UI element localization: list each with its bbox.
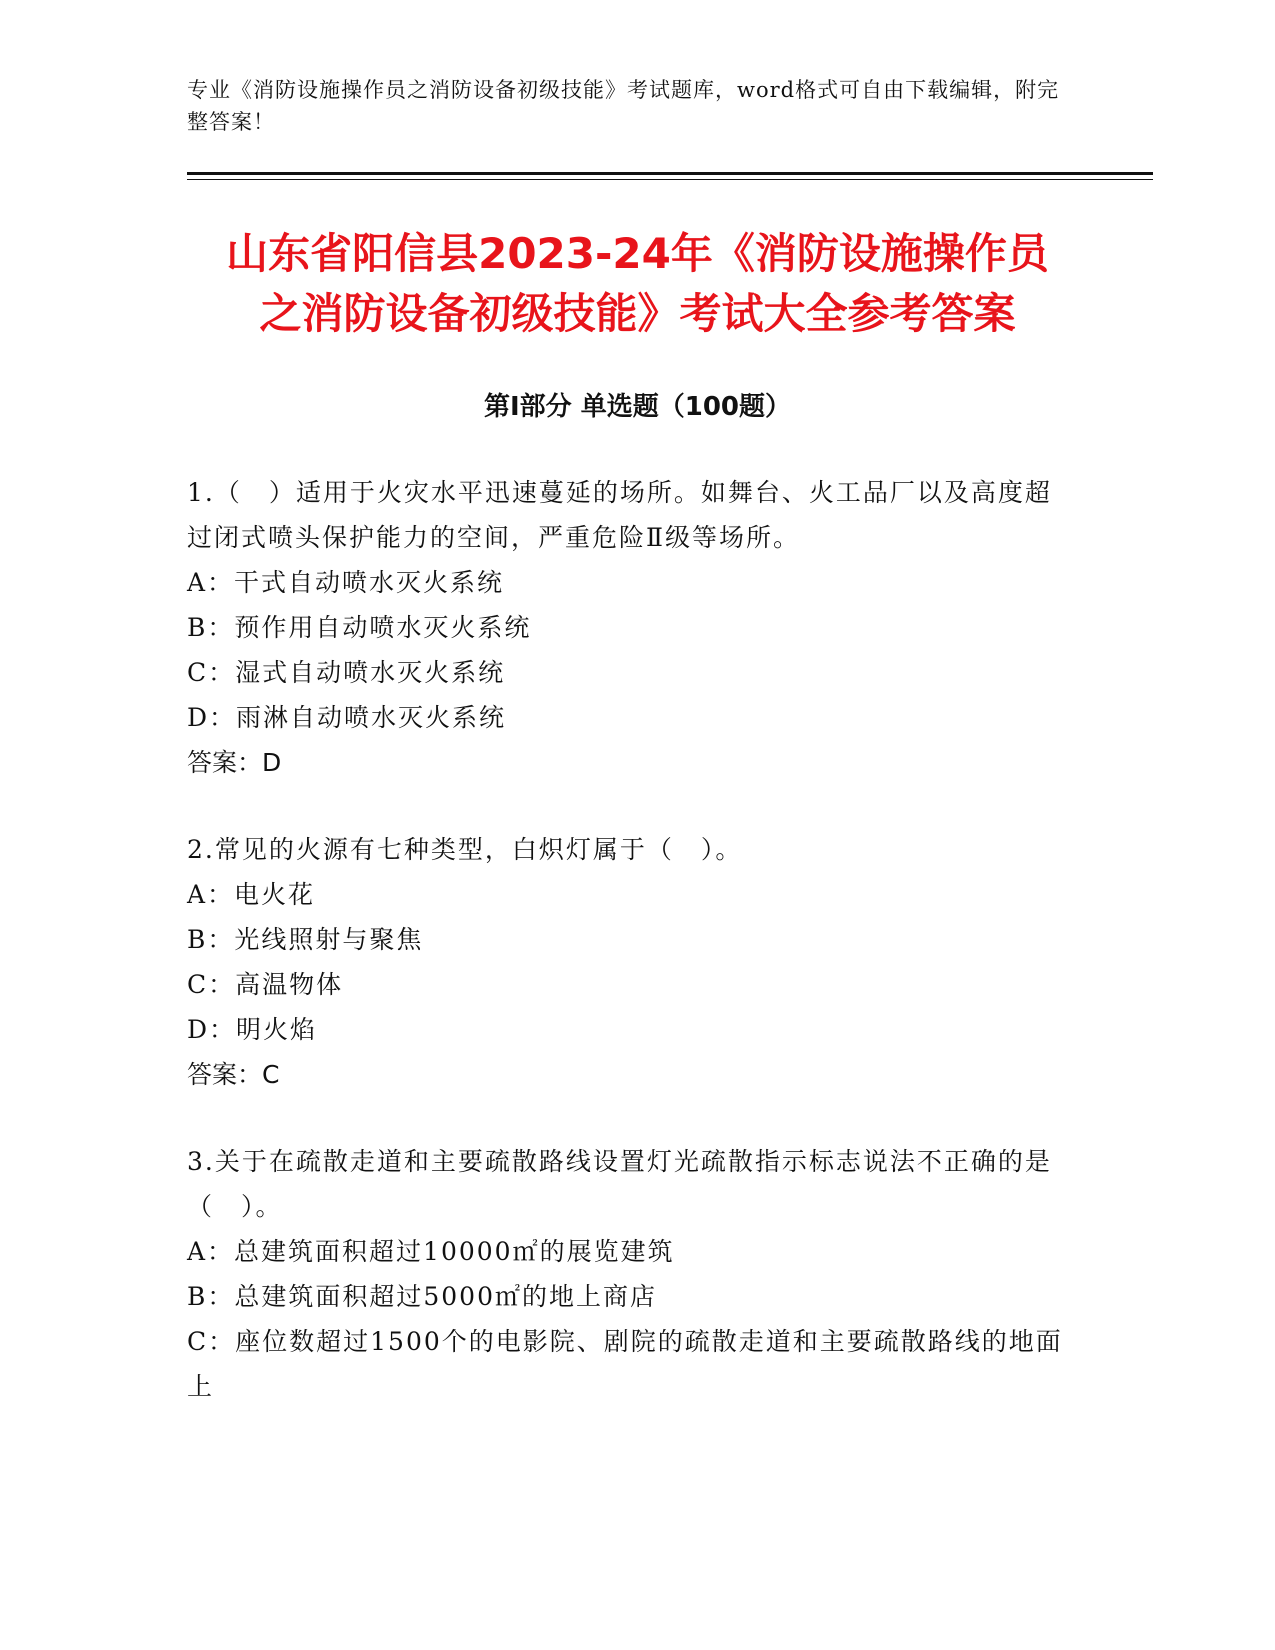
option-b: B：光线照射与聚焦	[187, 925, 424, 954]
question-stem: 3.关于在疏散走道和主要疏散路线设置灯光疏散指示标志说法不正确的是（ ）。	[187, 1147, 1052, 1221]
section-heading: 第Ⅰ部分 单选题（100题）	[484, 392, 791, 422]
question-3	[187, 1139, 1067, 1409]
option-a: A：干式自动喷水灭火系统	[187, 568, 505, 597]
header-divider-thin	[187, 179, 1153, 180]
question-stem: 1.（ ）适用于火灾水平迅速蔓延的场所。如舞台、火工品厂以及高度超过闭式喷头保护能力的空间，严重危险Ⅱ级等场所。	[187, 478, 1052, 552]
question-list	[187, 470, 1067, 1451]
option-c: C：座位数超过1500个的电影院、剧院的疏散走道和主要疏散路线的地面上	[187, 1327, 1063, 1401]
answer-line: 答案：D	[187, 748, 282, 777]
option-c: C：高温物体	[187, 970, 344, 999]
header-note: 专业《消防设施操作员之消防设备初级技能》考试题库，word格式可自由下载编辑，附完整答案！	[187, 78, 1060, 134]
option-d: D：雨淋自动喷水灭火系统	[187, 703, 507, 732]
question-1	[187, 470, 1067, 785]
answer-line: 答案：C	[187, 1060, 280, 1089]
document-title	[150, 224, 1125, 344]
option-c: C：湿式自动喷水灭火系统	[187, 658, 506, 687]
question-stem: 2.常见的火源有七种类型，白炽灯属于（ ）。	[187, 835, 743, 864]
title-line-1: 山东省阳信县2023-24年《消防设施操作员	[226, 229, 1049, 278]
option-b: B：预作用自动喷水灭火系统	[187, 613, 532, 642]
option-b: B：总建筑面积超过5000㎡的地上商店	[187, 1282, 657, 1311]
option-a: A：电火花	[187, 880, 316, 909]
option-d: D：明火焰	[187, 1015, 318, 1044]
question-2	[187, 827, 1067, 1097]
title-line-2: 之消防设备初级技能》考试大全参考答案	[259, 289, 1016, 338]
option-a: A：总建筑面积超过10000㎡的展览建筑	[187, 1237, 675, 1266]
header-divider-thick	[187, 172, 1153, 175]
